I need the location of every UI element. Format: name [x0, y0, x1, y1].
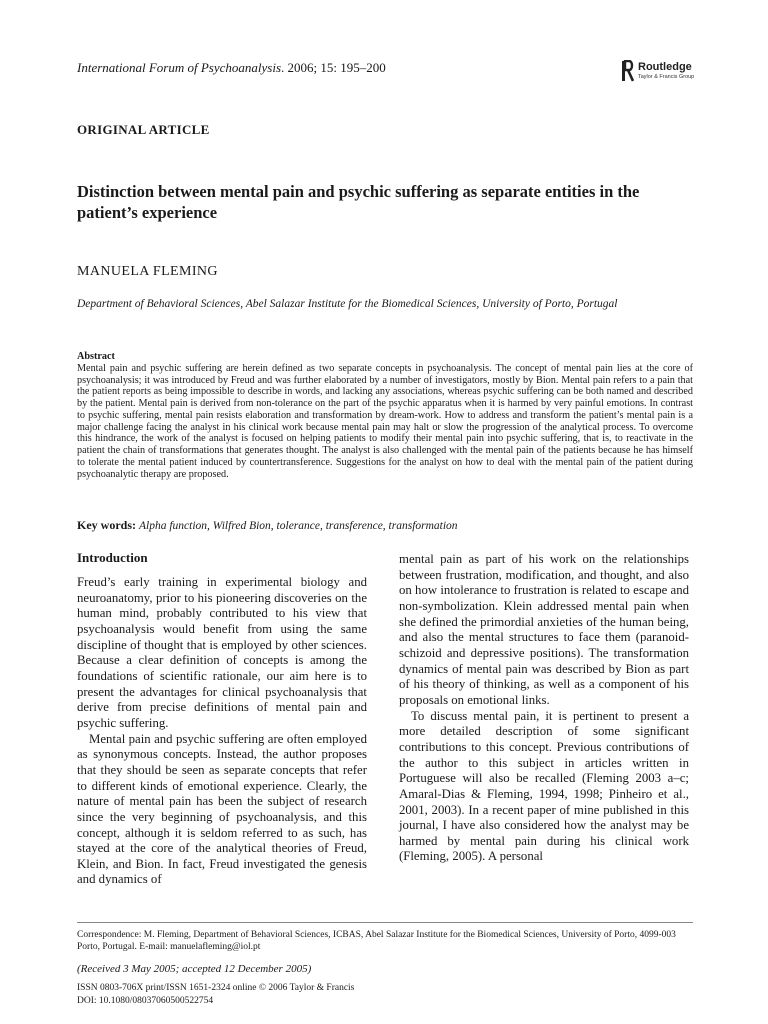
journal-volume: . 2006; 15: 195–200: [281, 60, 386, 75]
doi-line: DOI: 10.1080/08037060500522754: [77, 995, 214, 1006]
abstract-text: Mental pain and psychic suffering are herein defined as two separate concepts in psychoanalysis. The concept of mental pain lies at the core of psychoanalysis; it was introduced by Freud and was further elaborated by a number of investigators, mostly by Bion. Mental pain refers to a pain that the patient reports as being impossible to describe in words, and lacking any associations, whereas psychic suffering can be both named and described by the patient. Mental pain is derived from non-tolerance on the part of the psychic apparatus when it is harmed by very painful emotions. In contrast to psychic suffering, mental pain resists elaboration and transformation by dream-work. How to address and transform the patient’s mental pain is a major challenge facing the analyst in his clinical work because mental pain may halt or slow the progression of the analytical process. To overcome this hindrance, the work of the analyst is focused on helping patients to modify their mental pain into psychic suffering, that is, to reactivate in the patient the chain of transformations that generates thought. The analyst is also challenged with the mental pain of the patients because he has himself to tolerate the mental patient induced by countertransference. Suggestions for the analyst on how to deal with the mental pain of the patient during psychoanalytic therapy are proposed.: [77, 362, 693, 480]
abstract-heading: Abstract: [77, 351, 115, 362]
issn-line: ISSN 0803-706X print/ISSN 1651-2324 online © 2006 Taylor & Francis: [77, 983, 355, 993]
author-name: MANUELA FLEMING: [77, 264, 218, 279]
keywords-list: Alpha function, Wilfred Bion, tolerance, transference, transformation: [139, 520, 458, 532]
body-paragraph: Freud’s early training in experimental biology and neuroanatomy, prior to his pioneering discoveries on the human mind, probably contributed to his view that psychoanalysis would benefit from using the same discipline of thought that is employed by other sciences. Because a clear definition of concepts is among the foundations of scientific rationale, our aim here is to present the advantages for clinical psychoanalysis that derive from precise definitions of mental pain and psychic suffering.: [77, 575, 367, 730]
author-affiliation: Department of Behavioral Sciences, Abel Salazar Institute for the Biomedical Sciences, University of Porto, Portugal: [77, 298, 618, 310]
journal-name: International Forum of Psychoanalysis: [77, 60, 282, 75]
keywords-label: Key words:: [77, 518, 136, 532]
routledge-r-icon: [622, 60, 634, 82]
correspondence-note: Correspondence: M. Fleming, Department of Behavioral Sciences, ICBAS, Abel Salazar Institute for the Biomedical Sciences, University of Porto, 4099-003 Porto, Portugal. E-mail: manuelafleming@iol.pt: [77, 930, 676, 952]
abstract: [77, 351, 693, 480]
footnote-divider: [77, 922, 693, 923]
body-paragraph: mental pain as part of his work on the relationships between frustration, modification, and thought, and also on how intolerance to frustration is related to escape and non-symbolization. Klein addressed mental pain when she defined the primordial anxieties of the human being, and also the mental structures to face them (paranoid-schizoid and depressive positions). The transformation dynamics of mental pain was described by Bion as part of his theory of thinking, as well as a component of his proposals on emotional links.: [399, 552, 689, 707]
publisher-name: Routledge: [638, 61, 692, 73]
received-dates: (Received 3 May 2005; accepted 12 December 2005): [77, 963, 312, 975]
body-paragraph: To discuss mental pain, it is pertinent to present a more detailed description of some significant contributions to this concept. Previous contributions of the author to this subject in articles written in Portuguese will also be recalled (Fleming 2003 a–c; Amaral-Dias & Fleming, 1994, 1998; Pinheiro et al., 2001, 2003). In a recent paper of mine published in this journal, I have also considered how the analyst may be harmed by mental pain during his clinical work (Fleming, 2005). A personal: [399, 708, 689, 864]
right-column: [399, 552, 689, 865]
keywords: [77, 518, 458, 533]
article-type: ORIGINAL ARTICLE: [77, 122, 210, 137]
publisher-group: Taylor & Francis Group: [638, 74, 695, 80]
journal-citation: [77, 60, 386, 76]
publication-info: [77, 982, 354, 1007]
publisher-logo: [622, 60, 702, 84]
article-title: Distinction between mental pain and psychic suffering as separate entities in the patient’s experience: [77, 182, 640, 222]
body-paragraph: Mental pain and psychic suffering are often employed as synonymous concepts. Instead, the author proposes that they should be seen as separate concepts that refer to different kinds of emotional experience. Clearly, the nature of mental pain has been the subject of research since the very beginning of psychoanalysis, and this concept, although it is seldom referred to as such, has stayed at the core of the analytical theories of Freud, Klein, and Bion. In fact, Freud investigated the genesis and dynamics of: [77, 731, 367, 887]
section-heading-introduction: Introduction: [77, 550, 148, 565]
left-column: [77, 550, 367, 888]
